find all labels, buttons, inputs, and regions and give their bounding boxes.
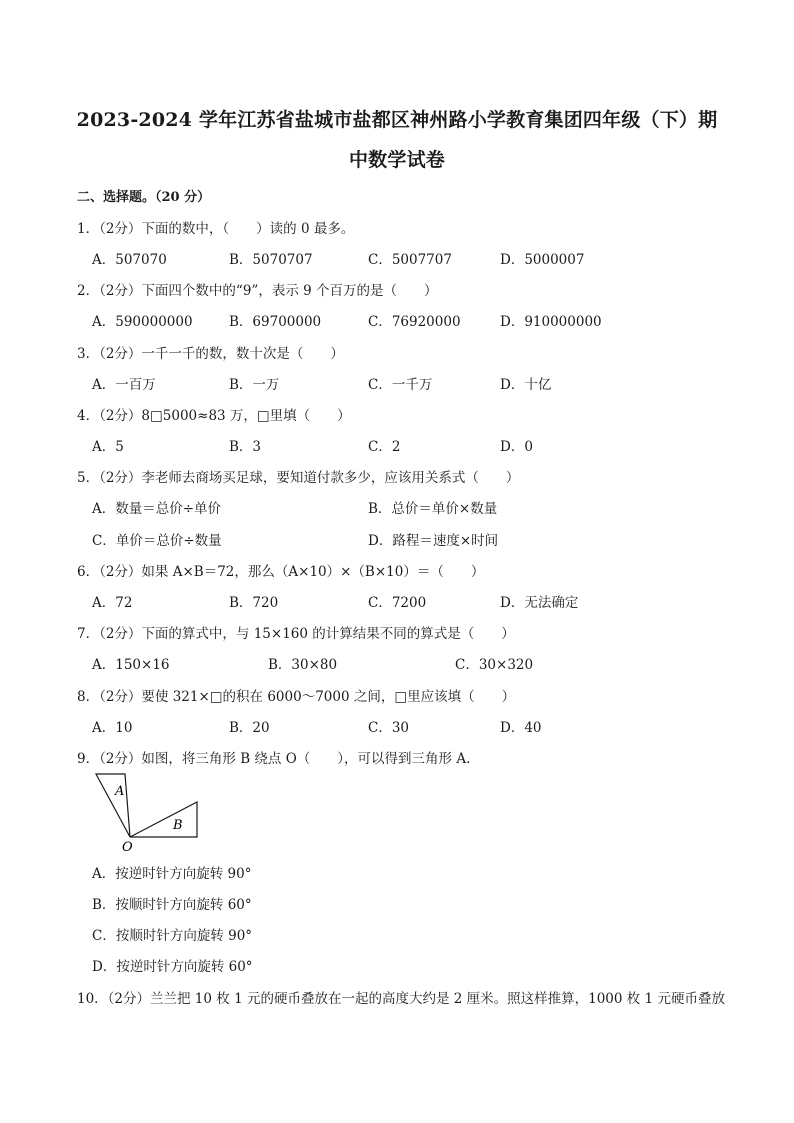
question-5-option-d[interactable]: D．路程＝速度×时间 bbox=[368, 533, 499, 549]
question-9-option-d[interactable]: D．按逆时针方向旋转 60° bbox=[92, 959, 253, 975]
question-8-option-b[interactable]: B．20 bbox=[229, 720, 270, 736]
question-4-option-a[interactable]: A．5 bbox=[92, 439, 124, 455]
rotation-figure bbox=[88, 772, 208, 858]
question-2-option-d[interactable]: D．910000000 bbox=[500, 314, 602, 330]
question-5-option-a[interactable]: A．数量＝总价÷单价 bbox=[92, 501, 222, 517]
triangle-a-label: A bbox=[115, 784, 125, 799]
question-9-stem: 9．（2分）如图，将三角形 B 绕点 O（ ），可以得到三角形 A. bbox=[77, 751, 471, 767]
question-6-option-a[interactable]: A．72 bbox=[92, 595, 133, 611]
triangle-b-shape bbox=[130, 802, 197, 837]
question-1-option-d[interactable]: D．5000007 bbox=[500, 252, 585, 268]
question-7-option-a[interactable]: A．150×16 bbox=[92, 657, 170, 673]
triangle-a-shape bbox=[96, 774, 130, 837]
question-5-stem: 5．（2分）李老师去商场买足球，要知道付款多少，应该用关系式（ ） bbox=[77, 470, 520, 486]
question-4-option-d[interactable]: D．0 bbox=[500, 439, 533, 455]
question-3-option-d[interactable]: D．十亿 bbox=[500, 377, 552, 393]
question-8-option-c[interactable]: C．30 bbox=[368, 720, 410, 736]
question-6-option-c[interactable]: C．7200 bbox=[368, 595, 427, 611]
question-9-option-a[interactable]: A．按逆时针方向旋转 90° bbox=[92, 866, 252, 882]
question-3-stem: 3．（2分）一千一千的数，数十次是（ ） bbox=[77, 346, 344, 362]
question-5-option-b[interactable]: B．总价＝单价×数量 bbox=[368, 501, 498, 517]
question-9-option-c[interactable]: C．按顺时针方向旋转 90° bbox=[92, 928, 253, 944]
question-2-option-b[interactable]: B．69700000 bbox=[229, 314, 322, 330]
rotation-figure-svg bbox=[88, 772, 208, 854]
question-3-option-c[interactable]: C．一千万 bbox=[368, 377, 433, 393]
question-6-option-b[interactable]: B．720 bbox=[229, 595, 279, 611]
question-1-option-b[interactable]: B．5070707 bbox=[229, 252, 313, 268]
question-2-option-a[interactable]: A．590000000 bbox=[92, 314, 193, 330]
triangle-b-label: B bbox=[173, 818, 183, 833]
question-4-stem: 4．（2分）8□5000≈83 万，□里填（ ） bbox=[77, 408, 351, 424]
question-2-stem: 2．（2分）下面四个数中的“9”，表示 9 个百万的是（ ） bbox=[77, 283, 438, 299]
question-3-option-a[interactable]: A．一百万 bbox=[92, 377, 156, 393]
question-8-option-a[interactable]: A．10 bbox=[92, 720, 133, 736]
question-2-option-c[interactable]: C．76920000 bbox=[368, 314, 461, 330]
question-4-option-b[interactable]: B．3 bbox=[229, 439, 262, 455]
question-8-option-d[interactable]: D．40 bbox=[500, 720, 542, 736]
question-10-stem: 10．（2分）兰兰把 10 枚 1 元的硬币叠放在一起的高度大约是 2 厘米。照这样推算，1000 枚 1 元硬币叠放 bbox=[77, 991, 725, 1007]
question-6-stem: 6．（2分）如果 A×B＝72，那么（A×10）×（B×10）＝（ ） bbox=[77, 564, 485, 580]
section-heading: 二、选择题。（20 分） bbox=[77, 190, 211, 205]
point-o-label: O bbox=[122, 840, 133, 854]
question-9-option-b[interactable]: B．按顺时针方向旋转 60° bbox=[92, 897, 252, 913]
question-8-stem: 8．（2分）要使 321×□的积在 6000～7000 之间，□里应该填（ ） bbox=[77, 689, 516, 705]
page-title-line-2: 中数学试卷 bbox=[348, 149, 445, 171]
question-7-option-c[interactable]: C．30×320 bbox=[455, 657, 534, 673]
question-7-stem: 7．（2分）下面的算式中，与 15×160 的计算结果不同的算式是（ ） bbox=[77, 626, 515, 642]
question-1-option-a[interactable]: A．507070 bbox=[92, 252, 167, 268]
question-7-option-b[interactable]: B．30×80 bbox=[268, 657, 338, 673]
question-5-option-c[interactable]: C．单价＝总价÷数量 bbox=[92, 533, 222, 549]
page-title-line-1: 2023-2024 学年江苏省盐城市盐都区神州路小学教育集团四年级（下）期 bbox=[76, 109, 718, 131]
question-3-option-b[interactable]: B．一万 bbox=[229, 377, 280, 393]
question-1-option-c[interactable]: C．5007707 bbox=[368, 252, 452, 268]
question-1-stem: 1．（2分）下面的数中，（ ）读的 0 最多。 bbox=[77, 221, 355, 237]
question-6-option-d[interactable]: D．无法确定 bbox=[500, 595, 579, 611]
question-4-option-c[interactable]: C．2 bbox=[368, 439, 401, 455]
